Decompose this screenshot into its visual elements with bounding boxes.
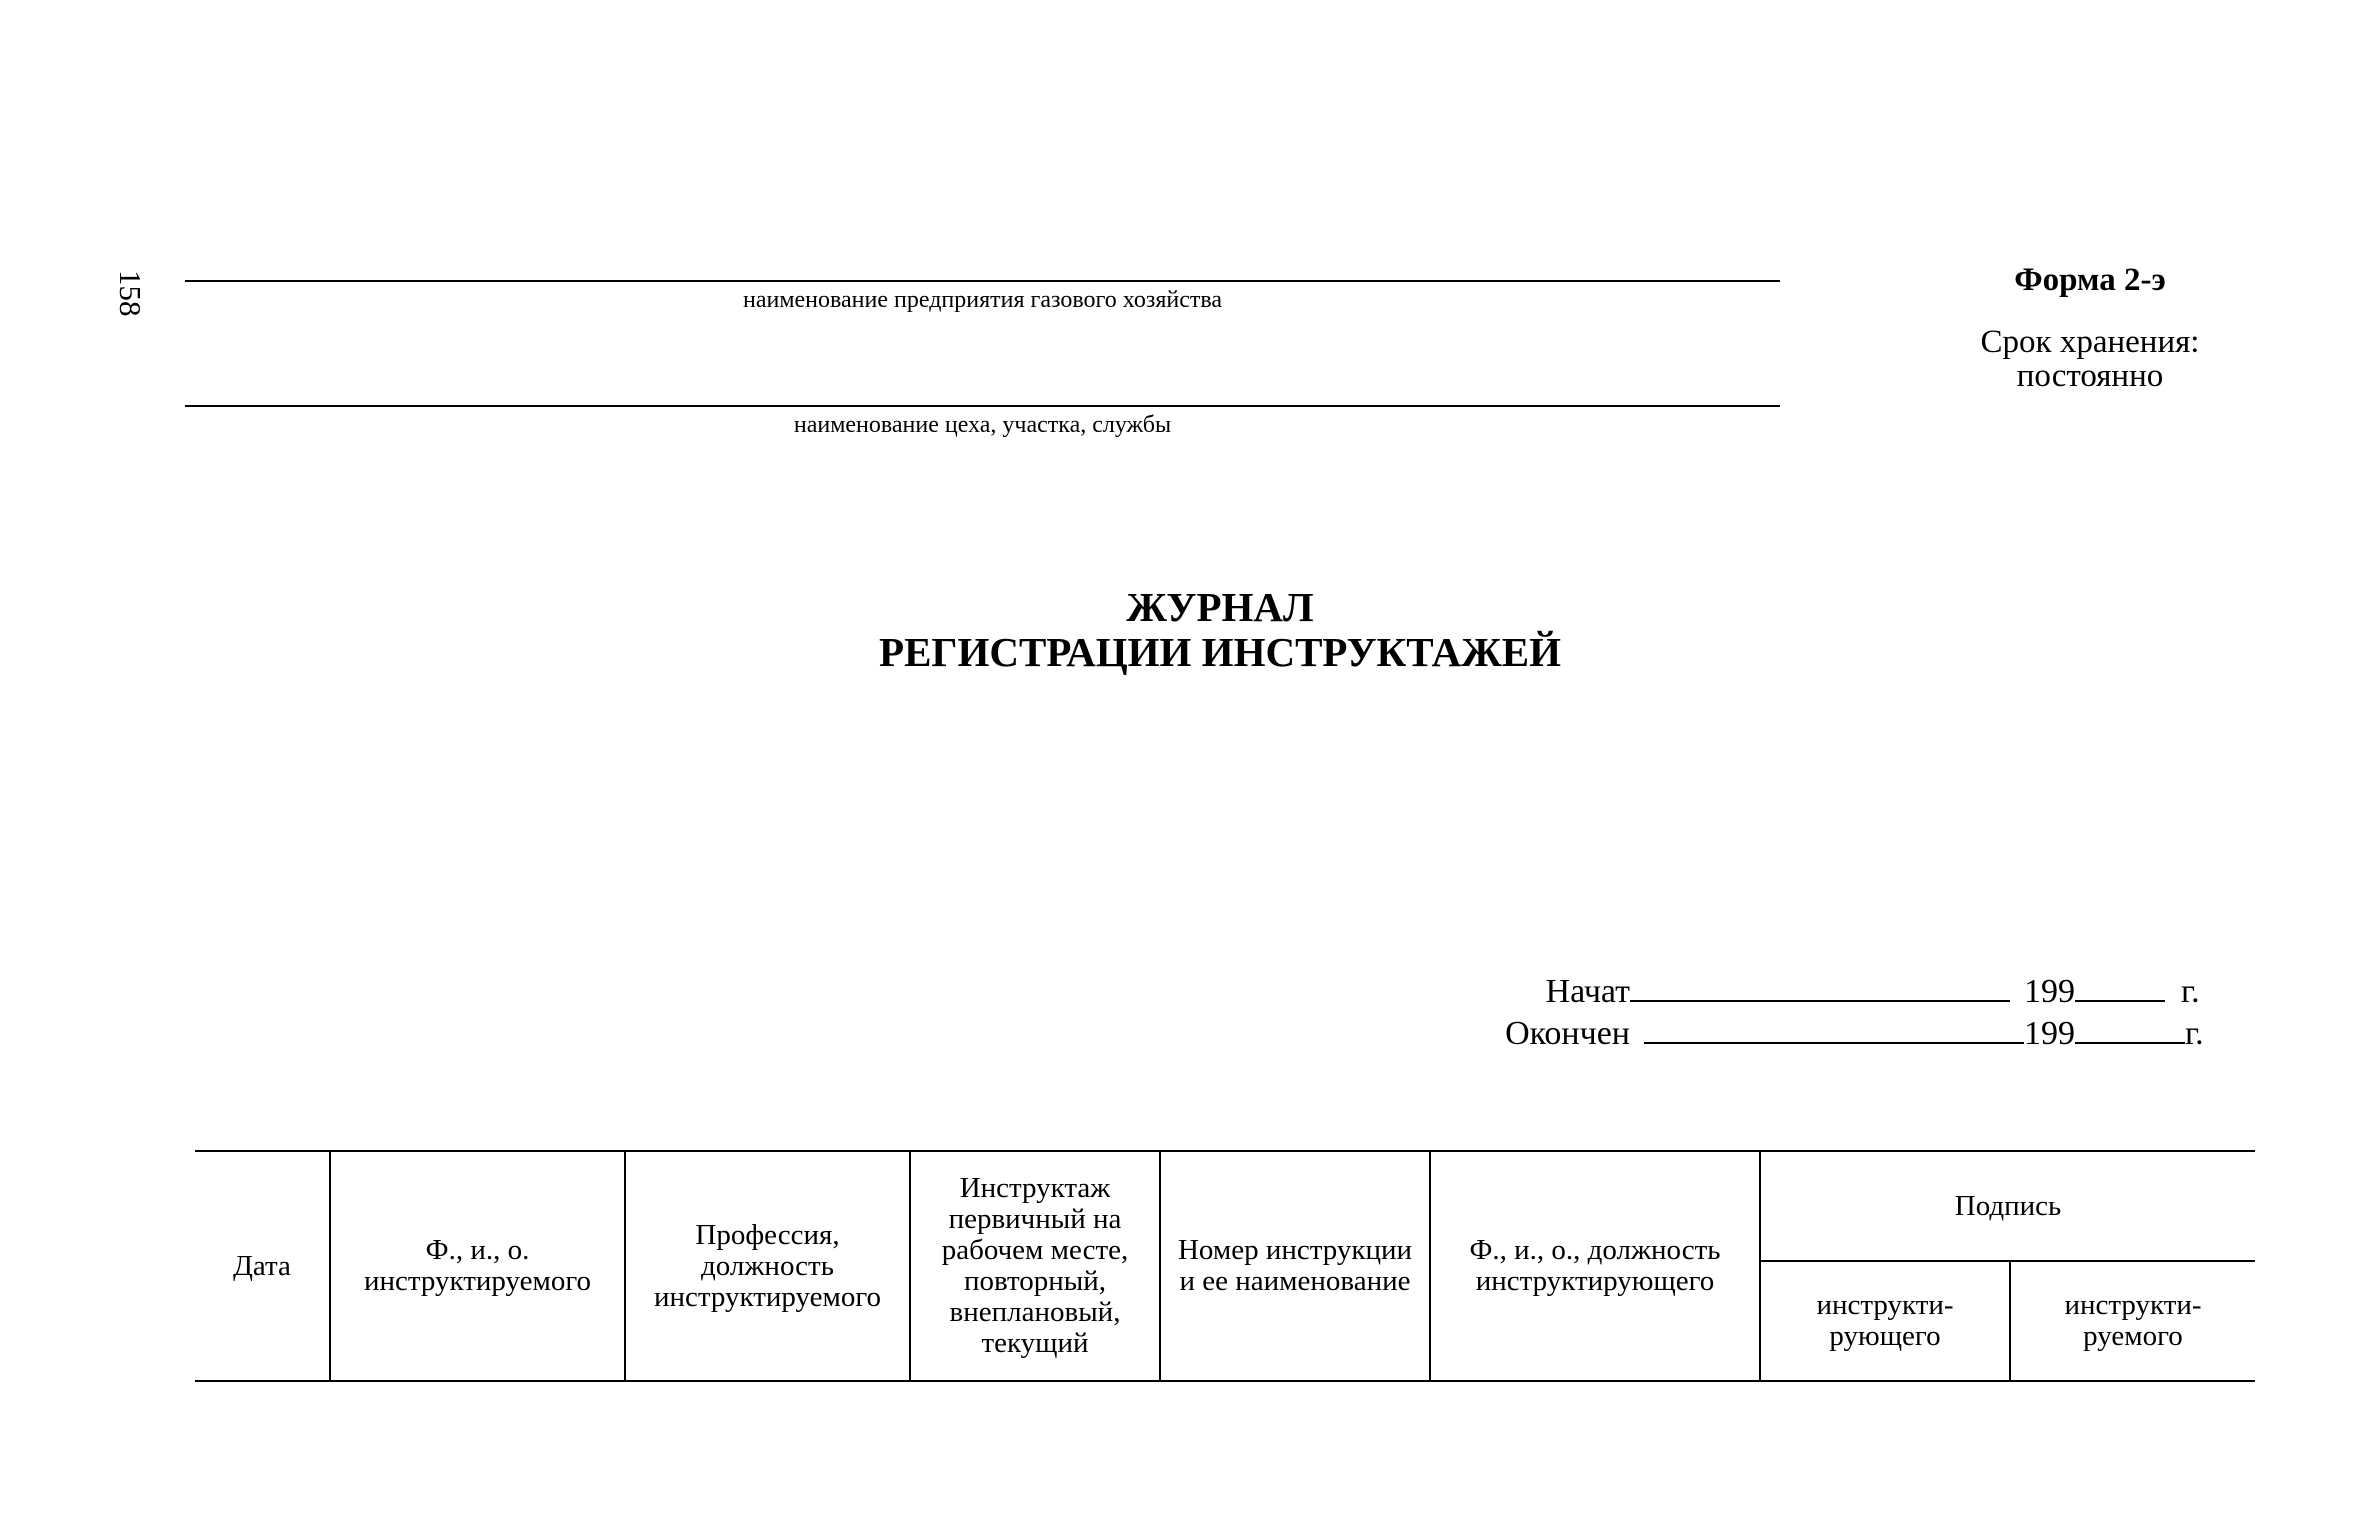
ended-year-prefix: 199 [2024,1015,2075,1052]
form-label: Форма 2-э [2014,262,2166,298]
ended-date-blank [1644,1012,2024,1044]
ended-row [1470,1012,2204,1054]
col-briefing-type: Инструктаж первичный на рабочем месте, повторный, внеплановый, текущий [910,1151,1160,1381]
enterprise-name-line [185,280,1780,282]
col-instruction-number: Номер инструкции и ее наименование [1160,1151,1430,1381]
col-signature-instructor: инструкти-рующего [1760,1261,2010,1381]
table-header-row [195,1151,2255,1261]
started-label: Начат [1545,973,1630,1010]
col-signature-trainee: инструкти-руемого [2010,1261,2255,1381]
started-date-blank [1630,970,2010,1002]
col-instructor: Ф., и., о., должность инструктирующего [1430,1151,1760,1381]
document-title [700,585,1740,675]
ended-year-suffix: г. [2185,1015,2204,1052]
started-year-prefix: 199 [2024,973,2075,1010]
col-signature: Подпись [1760,1151,2255,1261]
started-year-suffix: г. [2181,973,2200,1010]
col-date: Дата [195,1151,330,1381]
enterprise-name-caption: наименование предприятия газового хозяйства [742,287,1223,313]
retention-block [1940,325,2240,393]
journal-dates [1470,970,2204,1054]
col-trainee-name: Ф., и., о. инструктируемого [330,1151,625,1381]
title-line-2: РЕГИСТРАЦИИ ИНСТРУКТАЖЕЙ [879,629,1561,675]
ended-label: Окончен [1505,1015,1630,1052]
journal-table [195,1150,2255,1382]
department-name-caption: наименование цеха, участка, службы [793,412,1172,438]
department-name-line [185,405,1780,407]
started-row [1470,970,2204,1012]
retention-label: Срок хранения: [1980,324,2200,360]
col-profession: Профессия, должность инструктируемого [625,1151,910,1381]
started-year-blank [2075,970,2165,1002]
ended-year-blank [2075,1012,2185,1044]
retention-value: постоянно [2016,358,2164,394]
title-line-1: ЖУРНАЛ [1126,584,1314,630]
page-number: 158 [113,270,148,317]
